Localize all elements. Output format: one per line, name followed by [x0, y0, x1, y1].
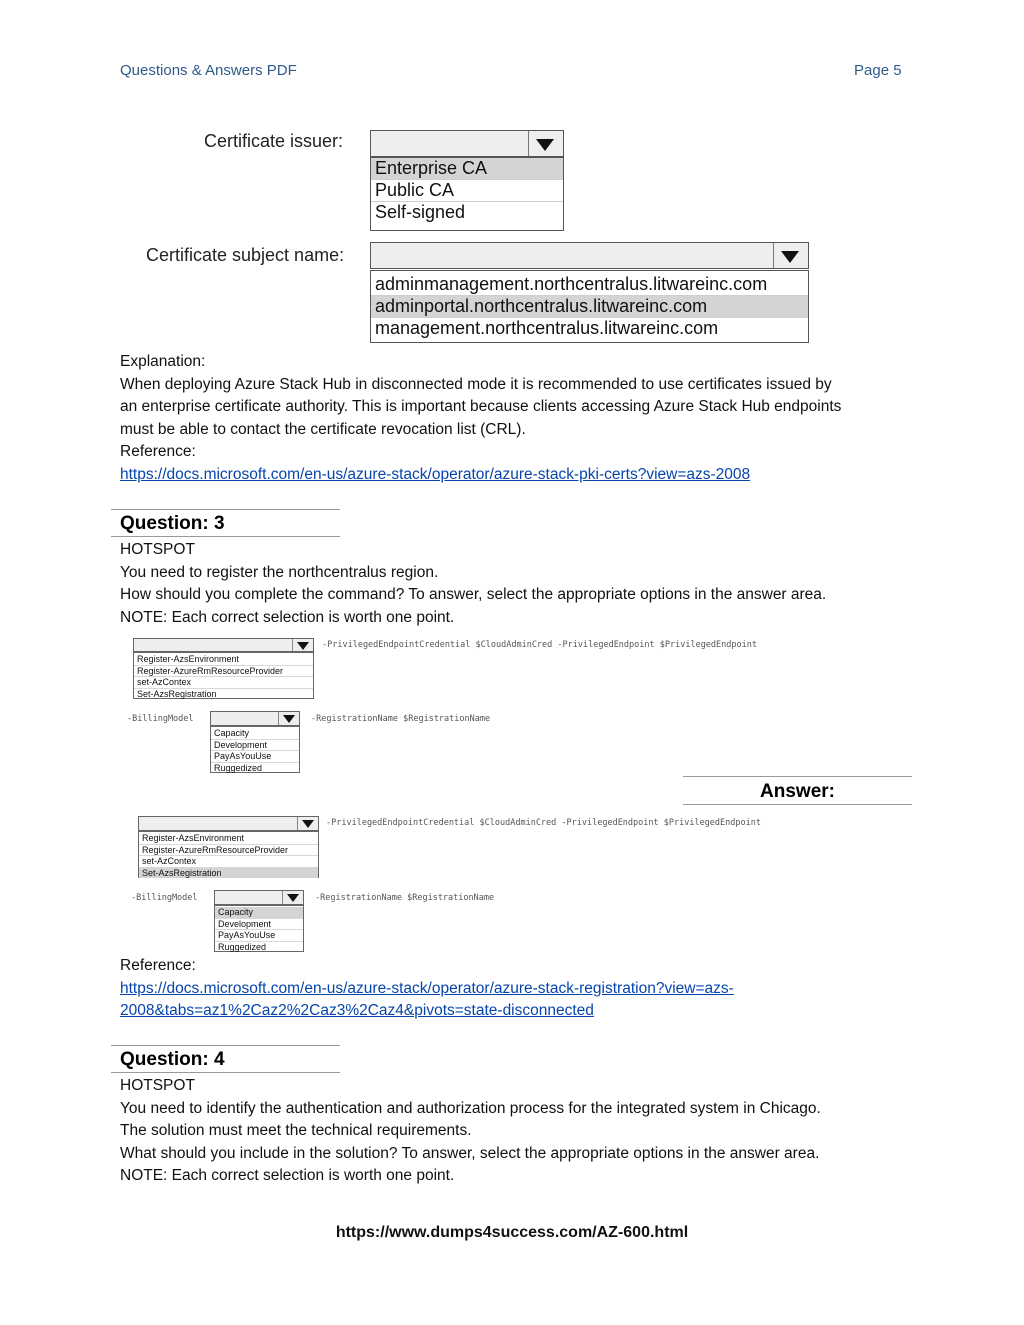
question-type: HOTSPOT	[120, 541, 195, 558]
chevron-down-icon[interactable]	[278, 712, 299, 725]
chevron-down-icon[interactable]	[282, 891, 303, 904]
option-payasyouuse[interactable]: PayAsYouUse	[211, 751, 299, 763]
question-4-body	[120, 1075, 920, 1188]
chevron-down-icon[interactable]	[773, 243, 808, 268]
chevron-down-icon[interactable]	[297, 817, 318, 830]
reference-link[interactable]: https://docs.microsoft.com/en-us/azure-stack/operator/azure-stack-pki-certs?view=azs-2008	[120, 465, 751, 483]
option-ruggedized[interactable]: Ruggedized	[214, 762, 263, 773]
explanation-label: Explanation:	[120, 353, 206, 370]
certificate-subject-select[interactable]	[370, 242, 809, 269]
option-self-signed[interactable]: Self-signed	[375, 202, 466, 222]
explanation-line: When deploying Azure Stack Hub in disconnected mode it is recommended to use certificates issued by	[120, 375, 832, 393]
reference-link[interactable]: https://docs.microsoft.com/en-us/azure-stack/operator/azure-stack-registration?view=azs-	[120, 979, 734, 997]
chevron-down-icon[interactable]	[292, 639, 313, 651]
certificate-issuer-options	[370, 157, 564, 231]
command-options	[133, 652, 314, 699]
question-3-title: Question: 3	[111, 509, 340, 537]
header-title: Questions & Answers PDF	[120, 62, 297, 79]
explanation-line: must be able to contact the certificate revocation list (CRL).	[120, 420, 526, 438]
question-3-body	[120, 539, 920, 629]
reference-label: Reference:	[120, 957, 196, 974]
page-number: Page 5	[854, 62, 902, 79]
option-register-azsenvironment[interactable]: Register-AzsEnvironment	[139, 833, 318, 845]
question-line: NOTE: Each correct selection is worth one point.	[120, 608, 455, 626]
option-set-azsregistration-selected[interactable]: Set-AzsRegistration	[139, 868, 318, 879]
answer-billing-model-select[interactable]	[214, 890, 304, 905]
option-development[interactable]: Development	[211, 740, 299, 752]
option-set-azsregistration[interactable]: Set-AzsRegistration	[137, 688, 217, 699]
option-adminmanagement[interactable]: adminmanagement.northcentralus.litwareinc.com	[371, 274, 808, 296]
question-line: The solution must meet the technical requirements.	[120, 1122, 472, 1139]
chevron-down-icon[interactable]	[528, 131, 563, 156]
billing-model-prefix: -BillingModel	[127, 714, 194, 724]
option-adminportal[interactable]: adminportal.northcentralus.litwareinc.com	[371, 296, 808, 318]
answer-billing-model-prefix: -BillingModel	[131, 893, 198, 903]
billing-model-suffix: -RegistrationName $RegistrationName	[311, 714, 491, 724]
option-development[interactable]: Development	[215, 919, 303, 931]
question-3-reference	[120, 955, 920, 1023]
reference-link-continued[interactable]: 2008&tabs=az1%2Caz2%2Caz3%2Caz4&pivots=state-disconnected	[120, 1002, 594, 1019]
certificate-issuer-select[interactable]	[370, 130, 564, 157]
answer-command-options	[138, 831, 319, 878]
option-payasyouuse[interactable]: PayAsYouUse	[215, 930, 303, 942]
option-enterprise-ca[interactable]: Enterprise CA	[371, 158, 563, 180]
answer-billing-model-options	[214, 905, 304, 952]
answer-heading: Answer:	[683, 776, 912, 805]
option-capacity[interactable]: Capacity	[211, 728, 299, 740]
option-public-ca[interactable]: Public CA	[371, 180, 563, 202]
footer-url[interactable]: https://www.dumps4success.com/AZ-600.html	[335, 1224, 689, 1241]
explanation-block	[120, 351, 920, 486]
option-set-azcontex[interactable]: set-AzContex	[139, 856, 318, 868]
option-register-azurermresourceprovider[interactable]: Register-AzureRmResourceProvider	[139, 845, 318, 857]
reference-label: Reference:	[120, 443, 196, 460]
explanation-line: an enterprise certificate authority. This is important because clients accessing Azure Stack Hub endpoints	[120, 398, 842, 415]
answer-command-suffix: -PrivilegedEndpointCredential $CloudAdminCred -PrivilegedEndpoint $PrivilegedEndpoint	[326, 818, 761, 828]
option-register-azurermresourceprovider[interactable]: Register-AzureRmResourceProvider	[134, 666, 313, 678]
billing-model-select[interactable]	[210, 711, 300, 726]
answer-billing-model-suffix: -RegistrationName $RegistrationName	[315, 893, 495, 903]
command-select[interactable]	[133, 638, 314, 652]
option-management[interactable]: management.northcentralus.litwareinc.com	[375, 318, 719, 338]
question-line: How should you complete the command? To answer, select the appropriate options in the answer area.	[120, 586, 827, 603]
option-ruggedized[interactable]: Ruggedized	[218, 941, 267, 952]
certificate-subject-label: Certificate subject name:	[146, 245, 345, 265]
certificate-issuer-label: Certificate issuer:	[204, 131, 344, 151]
option-register-azsenvironment[interactable]: Register-AzsEnvironment	[134, 654, 313, 666]
certificate-subject-options	[370, 270, 809, 343]
question-line: You need to register the northcentralus region.	[120, 563, 439, 581]
question-line: You need to identify the authentication and authorization process for the integrated system in Chicago.	[120, 1099, 821, 1117]
question-line: What should you include in the solution? To answer, select the appropriate options in the answer area.	[120, 1144, 820, 1162]
question-type: HOTSPOT	[120, 1077, 195, 1094]
question-4-title: Question: 4	[111, 1045, 340, 1073]
billing-model-options	[210, 726, 300, 773]
answer-command-select[interactable]	[138, 816, 319, 831]
option-set-azcontex[interactable]: set-AzContex	[134, 677, 313, 689]
command-suffix: -PrivilegedEndpointCredential $CloudAdminCred -PrivilegedEndpoint $PrivilegedEndpoint	[322, 640, 757, 650]
question-line: NOTE: Each correct selection is worth one point.	[120, 1167, 455, 1184]
option-capacity-selected[interactable]: Capacity	[215, 907, 303, 919]
